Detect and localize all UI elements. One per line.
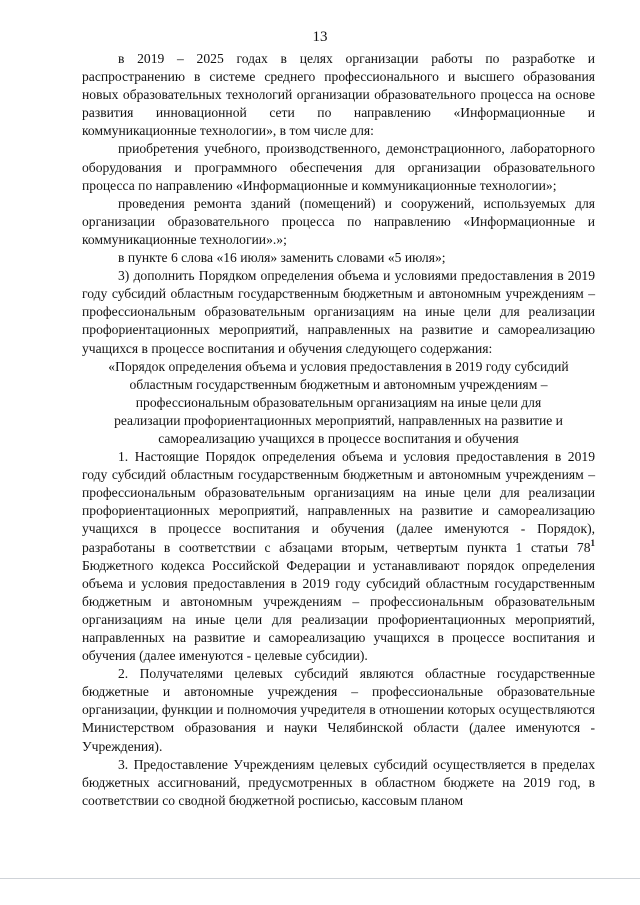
procedure-heading-line: реализации профориентационных мероприятий, направленных на развитие и — [114, 412, 563, 428]
page-bottom-line — [0, 878, 640, 879]
article-superscript: 1 — [590, 537, 595, 548]
clause-1-text-start: 1. Настоящие Порядок определения объема и условия предоставления в 2019 году субсидий областным государственным бюджетным и автономным учреждениям – профессиональным образовательным организациям на иные цели для реализации профориентационных мероприятий, направленных на развитие и самореализацию учащихся в процессе воспитания и обучения (далее именуются - Порядок), разработаны в соответствии с абзацами вторым, четвертым пункта 1 статьи 78 — [82, 449, 595, 555]
clause-1-text-end: Бюджетного кодекса Российской Федерации и устанавливают порядок определения объема и условия предоставления в 2019 году субсидий областным государственным бюджетным и автономным учреждениям – профессиональным образовательным организациям на иные цели для реализации профориентационных мероприятий, направленных на развитие и самореализацию учащихся в процессе воспитания и обучения (далее именуются - целевые субсидии). — [82, 557, 595, 664]
procedure-heading — [82, 358, 595, 448]
procedure-heading-line: «Порядок определения объема и условия предоставления в 2019 году субсидий — [108, 358, 569, 374]
paragraph-point-6: в пункте 6 слова «16 июля» заменить словами «5 июля»; — [118, 250, 446, 266]
clause-1 — [82, 448, 595, 665]
paragraph-intro: в 2019 – 2025 годах в целях организации работы по разработке и распространению в системе среднего профессионального и высшего образования новых образовательных технологий организации образовательного процесса на основе развития инновационной сети по направлению «Информационные и коммуникационные технологии», в том числе для: — [82, 51, 595, 139]
paragraph-addition: 3) дополнить Порядком определения объема и условиями предоставления в 2019 году субсидий областным государственным бюджетным и автономным учреждениям – профессиональным образовательным организациям на иные цели для реализации профориентационных мероприятий, направленных на развитие и самореализацию учащихся в процессе воспитания и обучения следующего содержания: — [82, 268, 595, 356]
page-number: 13 — [312, 29, 328, 45]
paragraph-equipment: приобретения учебного, производственного, демонстрационного, лабораторного оборудования и программного обеспечения для организации образовательного процесса по направлению «Информационные и коммуникационные технологии»; — [82, 141, 595, 193]
clause-2: 2. Получателями целевых субсидий являются областные государственные бюджетные и автономные учреждения – профессиональные образовательные организации, функции и полномочия учредителя в отношении которых осуществляются Министерством образования и науки Челябинской области (далее именуются - Учреждения). — [82, 666, 595, 754]
procedure-heading-line: самореализацию учащихся в процессе воспитания и обучения — [158, 430, 519, 446]
procedure-heading-line: профессиональным образовательным организациям на иные цели для — [135, 394, 542, 410]
document-body — [82, 50, 595, 810]
procedure-heading-line: областным государственным бюджетным и автономным учреждениям – — [129, 376, 548, 392]
paragraph-repair: проведения ремонта зданий (помещений) и сооружений, используемых для организации образовательного процесса по направлению «Информационные и коммуникационные технологии».»; — [82, 195, 595, 247]
clause-3: 3. Предоставление Учреждениям целевых субсидий осуществляется в пределах бюджетных ассигнований, предусмотренных в областном бюджете на 2019 год, в соответствии со сводной бюджетной росписью, кассовым планом — [82, 756, 595, 808]
